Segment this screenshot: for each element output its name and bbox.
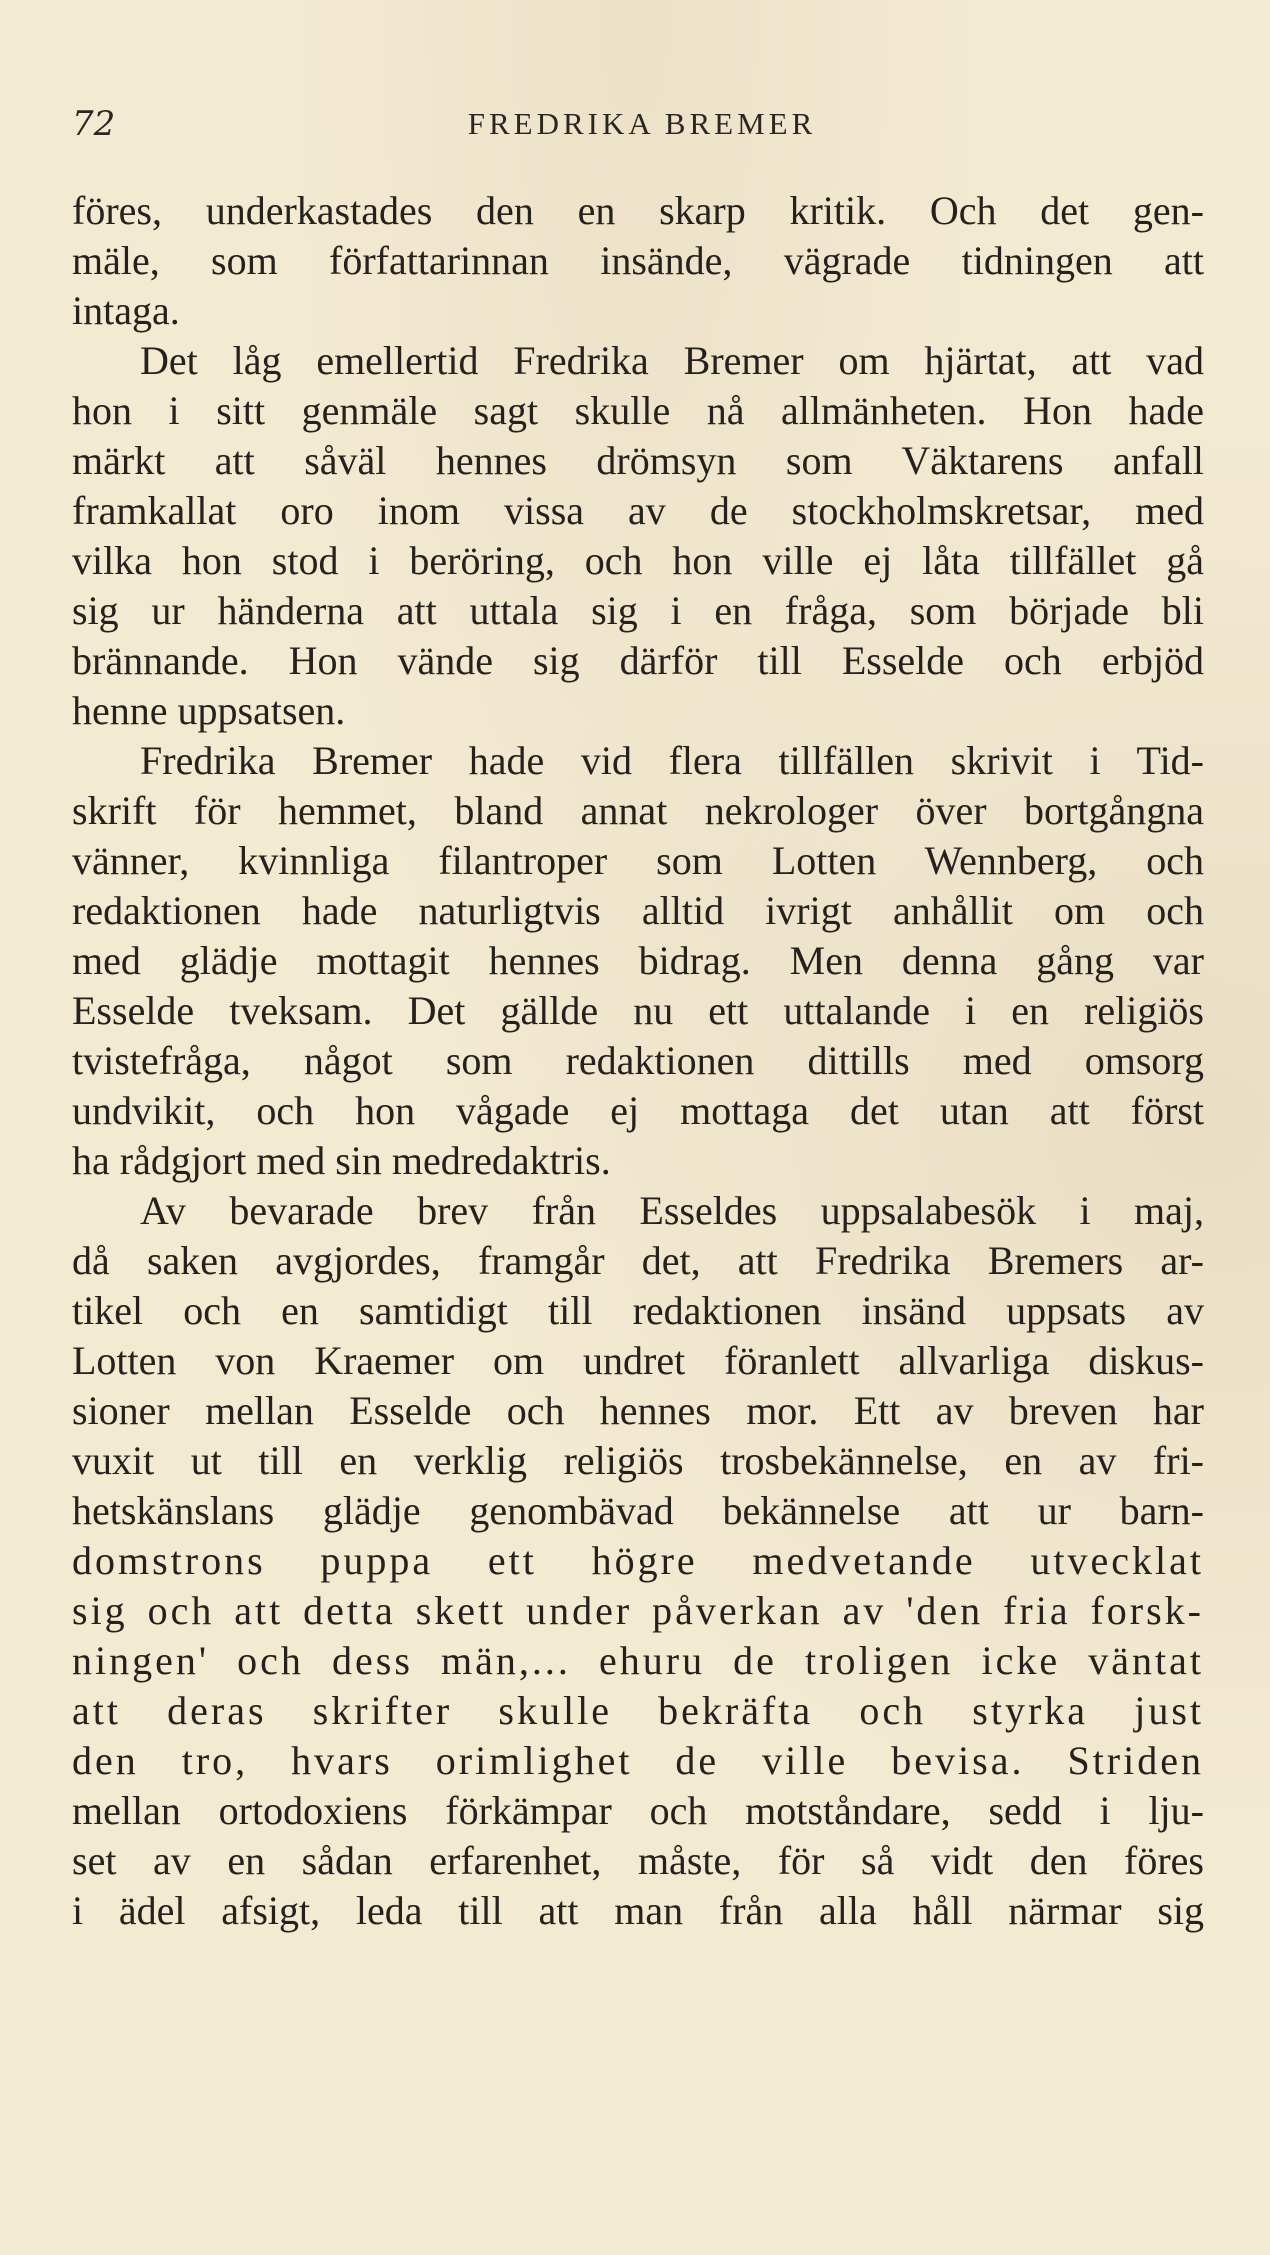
text-line: Av bevarade brev från Esseldes uppsalabesök i maj, (140, 1188, 1204, 1233)
text-line: hon i sitt genmäle sagt skulle nå allmänheten. Hon hade (72, 388, 1204, 433)
text-line: domstrons puppa ett högre medvetande utvecklat (72, 1538, 1204, 1583)
text-line: brännande. Hon vände sig därför till Esselde och erbjöd (72, 638, 1204, 683)
text-line: mäle, som författarinnan insände, vägrade tidningen att (72, 238, 1204, 283)
text-line: den tro, hvars orimlighet de ville bevisa. Striden (72, 1738, 1204, 1783)
text-line: tvistefråga, något som redaktionen dittills med omsorg (72, 1038, 1204, 1083)
body-text (72, 186, 1204, 1936)
page-header (72, 104, 1212, 144)
text-line: vilka hon stod i beröring, och hon ville ej låta tillfället gå (72, 538, 1204, 583)
text-line: vuxit ut till en verklig religiös trosbekännelse, en av fri- (72, 1438, 1204, 1483)
text-line: ningen' och dess män,... ehuru de troligen icke väntat (72, 1638, 1204, 1683)
text-line: att deras skrifter skulle bekräfta och styrka just (72, 1688, 1204, 1733)
text-line: ha rådgjort med sin medredaktris. (72, 1138, 611, 1183)
text-line: Esselde tveksam. Det gällde nu ett uttalande i en religiös (72, 988, 1204, 1033)
running-title: FREDRIKA BREMER (467, 106, 817, 141)
text-line: hetskänslans glädje genombävad bekännelse att ur barn- (72, 1488, 1204, 1533)
text-line: skrift för hemmet, bland annat nekrologer över bortgångna (72, 788, 1204, 833)
text-line: sig och att detta skett under påverkan av 'den fria forsk- (72, 1588, 1204, 1633)
text-line: då saken avgjordes, framgår det, att Fredrika Bremers ar- (72, 1238, 1204, 1283)
text-line: sioner mellan Esselde och hennes mor. Ett av breven har (72, 1388, 1204, 1433)
text-line: med glädje mottagit hennes bidrag. Men denna gång var (72, 938, 1204, 983)
text-line: Det låg emellertid Fredrika Bremer om hjärtat, att vad (140, 338, 1204, 383)
text-line: framkallat oro inom vissa av de stockholmskretsar, med (72, 488, 1204, 533)
text-line: Lotten von Kraemer om undret föranlett allvarliga diskus- (72, 1338, 1204, 1383)
text-line: vänner, kvinnliga filantroper som Lotten Wennberg, och (72, 838, 1204, 883)
text-line: föres, underkastades den en skarp kritik. Och det gen- (72, 188, 1204, 233)
text-line: sig ur händerna att uttala sig i en fråga, som började bli (72, 588, 1204, 633)
text-line: redaktionen hade naturligtvis alltid ivrigt anhållit om och (72, 888, 1204, 933)
text-line: undvikit, och hon vågade ej mottaga det utan att först (72, 1088, 1204, 1133)
text-line: set av en sådan erfarenhet, måste, för så vidt den föres (72, 1838, 1204, 1883)
text-line: henne uppsatsen. (72, 688, 346, 733)
page-number: 72 (72, 104, 116, 144)
text-line: mellan ortodoxiens förkämpar och motståndare, sedd i lju- (72, 1788, 1204, 1833)
text-line: Fredrika Bremer hade vid flera tillfällen skrivit i Tid- (140, 738, 1204, 783)
text-line: märkt att såväl hennes drömsyn som Väktarens anfall (72, 438, 1204, 483)
text-line: intaga. (72, 288, 180, 333)
text-line: tikel och en samtidigt till redaktionen insänd uppsats av (72, 1288, 1204, 1333)
text-line: i ädel afsigt, leda till att man från alla håll närmar sig (72, 1888, 1204, 1933)
